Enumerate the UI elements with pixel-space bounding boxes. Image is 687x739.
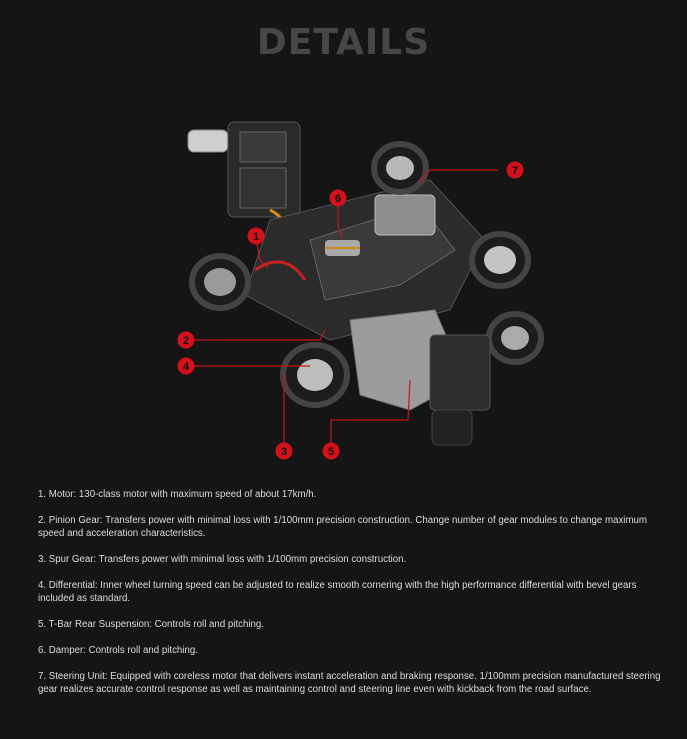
spec-item-pinion-gear: 2. Pinion Gear: Transfers power with minimal loss with 1/100mm precision construction. Change number of gear modules to change maximum speed and acceleration characteristics. — [38, 515, 647, 539]
spec-item-steering-unit: 7. Steering Unit: Equipped with coreless motor that delivers instant acceleration and braking response. 1/100mm precision manufactured steering gear realizes accurate control response as well as maintaining control and steering line even with kickback from the road surface. — [38, 671, 661, 695]
callout-label-2: 2 — [182, 335, 190, 347]
spec-item-motor: 1. Motor: 130-class motor with maximum speed of about 17km/h. — [38, 489, 317, 500]
chassis-diagram — [150, 110, 550, 470]
callout-label-3: 3 — [280, 446, 288, 458]
spec-item-damper: 6. Damper: Controls roll and pitching. — [38, 645, 198, 656]
callout-label-5: 5 — [327, 446, 335, 458]
spec-list — [38, 488, 663, 709]
chassis-illustration — [150, 110, 550, 470]
rear-unit — [350, 310, 490, 445]
spec-item-rear-suspension: 5. T-Bar Rear Suspension: Controls roll and pitching. — [38, 619, 264, 630]
page-title: DETAILS — [256, 22, 431, 63]
callout-label-4: 4 — [182, 361, 190, 373]
callout-label-1: 1 — [252, 231, 260, 243]
callout-label-6: 6 — [334, 193, 342, 205]
spec-item-spur-gear: 3. Spur Gear: Transfers power with minimal loss with 1/100mm precision construction. — [38, 554, 407, 565]
spec-item-differential: 4. Differential: Inner wheel turning speed can be adjusted to realize smooth cornering with the high performance differential with bevel gears included as standard. — [38, 580, 637, 604]
callout-label-7: 7 — [511, 165, 519, 177]
